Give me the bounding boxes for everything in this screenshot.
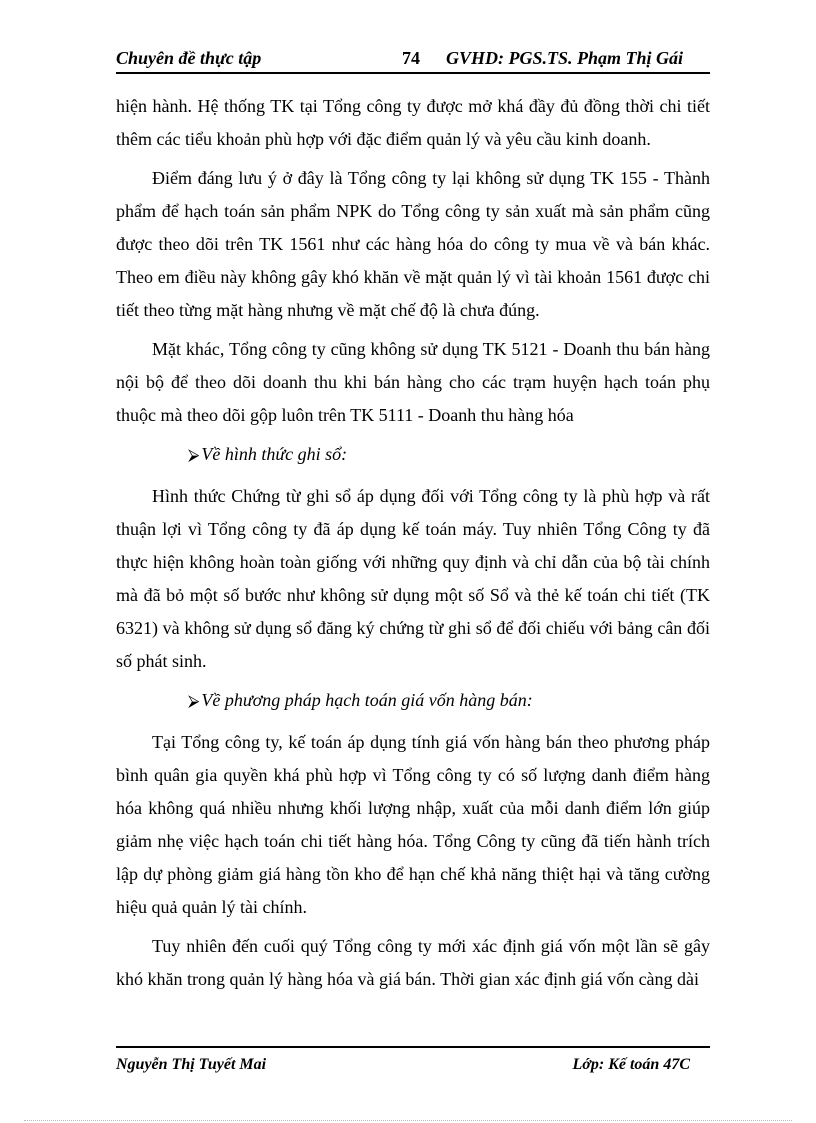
- header-supervisor: GVHD: PGS.TS. Phạm Thị Gái: [446, 48, 684, 68]
- header-title: Chuyên đề thực tập: [116, 48, 262, 68]
- page-edge-divider: [24, 1120, 792, 1121]
- arrow-bullet-icon: ⮚: [188, 447, 200, 464]
- bullet-heading-2-text: Về phương pháp hạch toán giá vốn hàng bán:: [201, 690, 533, 710]
- paragraph-4: Hình thức Chứng từ ghi sổ áp dụng đối với Tổng công ty là phù hợp và rất thuận lợi vì Tổng công ty đã áp dụng kế toán máy. Tuy nhiên Tổng Công ty đã thực hiện không hoàn toàn giống với những quy định và chỉ dẫn của bộ tài chính mà đã bỏ một số bước như không sử dụng một số Sổ và thẻ kế toán chi tiết (TK 6321) và không sử dụng sổ đăng ký chứng từ ghi sổ để đối chiếu với bảng cân đối số phát sinh.: [116, 486, 710, 671]
- bullet-heading-1-text: Về hình thức ghi sổ:: [201, 444, 348, 464]
- page-header: [116, 48, 710, 74]
- paragraph-6: Tuy nhiên đến cuối quý Tổng công ty mới xác định giá vốn một lần sẽ gây khó khăn trong quản lý hàng hóa và giá bán. Thời gian xác định giá vốn càng dài: [116, 936, 710, 989]
- footer-class: Lớp: Kế toán 47C: [572, 1056, 690, 1073]
- paragraph-5: Tại Tổng công ty, kế toán áp dụng tính giá vốn hàng bán theo phương pháp bình quân gia quyền khá phù hợp vì Tổng công ty có số lượng danh điểm hàng hóa không quá nhiều nhưng khối lượng nhập, xuất của mỗi danh điểm lớn giúp giảm nhẹ việc hạch toán chi tiết hàng hóa. Tổng Công ty cũng đã tiến hành trích lập dự phòng giảm giá hàng tồn kho để hạn chế khả năng thiệt hại và tăng cường hiệu quả quản lý tài chính.: [116, 732, 710, 917]
- paragraph-2: Điểm đáng lưu ý ở đây là Tổng công ty lại không sử dụng TK 155 - Thành phẩm để hạch toán sản phẩm NPK do Tổng công ty sản xuất mà sản phẩm cũng được theo dõi trên TK 1561 như các hàng hóa do công ty mua về và bán khác. Theo em điều này không gây khó khăn về mặt quản lý vì tài khoản 1561 được chi tiết theo từng mặt hàng nhưng về mặt chế độ là chưa đúng.: [116, 168, 710, 320]
- page-number: 74: [402, 48, 420, 68]
- paragraph-1: hiện hành. Hệ thống TK tại Tổng công ty được mở khá đầy đủ đồng thời chi tiết thêm các tiểu khoản phù hợp với đặc điểm quản lý và yêu cầu kinh doanh.: [116, 96, 710, 149]
- paragraph-3: Mặt khác, Tổng công ty cũng không sử dụng TK 5121 - Doanh thu bán hàng nội bộ để theo dõi doanh thu khi bán hàng cho các trạm huyện hạch toán phụ thuộc mà theo dõi gộp luôn trên TK 5111 - Doanh thu hàng hóa: [116, 339, 710, 425]
- bullet-heading-2: [116, 684, 710, 718]
- document-body: [116, 90, 710, 1002]
- bullet-heading-1: [116, 438, 710, 472]
- arrow-bullet-icon: ⮚: [188, 693, 200, 710]
- footer-author: Nguyễn Thị Tuyết Mai: [116, 1056, 267, 1073]
- page-footer: [116, 1046, 710, 1078]
